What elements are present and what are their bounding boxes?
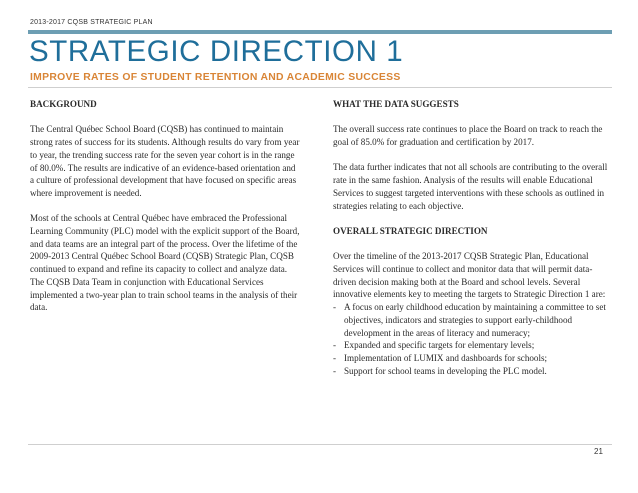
page-subtitle: IMPROVE RATES OF STUDENT RETENTION AND ACADEMIC SUCCESS [30,72,401,83]
page-number: 21 [594,447,603,456]
list-item: - Expanded and specific targets for elementary levels; [333,340,535,351]
header-divider [28,87,612,88]
bullet-dash: - [333,365,337,376]
background-paragraph: The Central Québec School Board (CQSB) has continued to maintain strong rates of success for its students. Although results do vary from year to year, the trending success rate for the seven year cohort is in the range of 80.0%. The results are indicative of an evidence-based orientation and a culture of professional development that have focused on specific areas where improvement is needed. [30,124,300,198]
list-item: - Implementation of LUMIX and dashboards for schools; [333,353,548,363]
strategic-direction-heading: OVERALL STRATEGIC DIRECTION [333,225,488,236]
data-paragraph: The data further indicates that not all schools are contributing to the overall rate in the same fashion. Analysis of the results will enable Educational Services to suggest targeted interventions with these schools as outlined in strategies relating to each objective. [333,162,608,211]
plan-label: 2013-2017 CQSB STRATEGIC PLAN [30,19,153,26]
strategic-direction-paragraph: Over the timeline of the 2013-2017 CQSB Strategic Plan, Educational Services will continue to collect and monitor data that will permit data-driven decision making both at the Board and school levels. Several innovative elements key to meeting the targets to Strategic Direction 1 are: [333,251,606,300]
footer-divider [28,444,612,445]
page-title: STRATEGIC DIRECTION 1 [29,35,404,68]
left-column [30,98,300,314]
list-item: - A focus on early childhood education by maintaining a committee to set objectives, indicators and strategies to support early-childhood development in the areas of literacy and numeracy; [333,302,606,338]
bullet-dash: - [333,302,337,313]
background-heading: BACKGROUND [30,99,97,109]
bullet-dash: - [333,353,337,363]
header-bar [28,30,612,34]
right-column [333,98,613,377]
list-item: - Support for school teams in developing the PLC model. [333,365,547,376]
element-list [333,301,613,377]
data-paragraph: The overall success rate continues to place the Board on track to reach the goal of 85.0% for graduation and certification by 2017. [333,124,603,148]
data-suggests-heading: WHAT THE DATA SUGGESTS [333,99,459,109]
background-paragraph: Most of the schools at Central Québec have embraced the Professional Learning Community (PLC) model with the explicit support of the Board, and data teams are an integral part of the process. Over the lifetime of the 2009-2013 Central Québec School Board (CQSB) Strategic Plan, CQSB continued to expand and refine its capacity to collect and analyze data. The CQSB Data Team in conjunction with Educational Services implemented a two-year plan to train school teams in the analysis of their data. [30,213,300,313]
bullet-dash: - [333,340,337,351]
